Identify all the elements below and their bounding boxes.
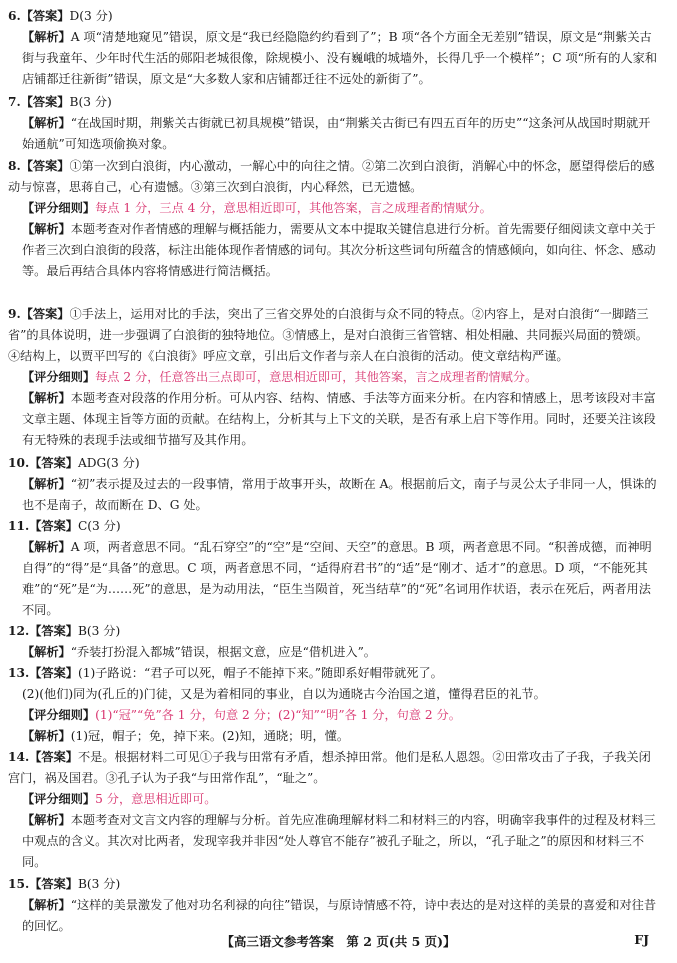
region-code: FJ — [634, 932, 649, 947]
section-tag: 【解析】 — [22, 222, 71, 236]
answer-item-q13 — [8, 663, 660, 747]
question-number: 6. — [8, 9, 21, 23]
question-number: 15. — [8, 877, 30, 891]
question-number: 12. — [8, 624, 30, 638]
answer-item-q15 — [8, 874, 660, 937]
section-tag: 【解析】 — [22, 116, 71, 130]
answer-item-q8 — [8, 156, 660, 282]
answer-line — [8, 874, 660, 895]
answer-item-q10 — [8, 453, 660, 516]
answer-line — [8, 156, 660, 198]
section-tag: 【解析】 — [22, 813, 71, 827]
explanation-line — [8, 810, 660, 873]
answer-line — [8, 663, 660, 684]
scoring-note: 5 分，意思相近即可。 — [95, 792, 217, 806]
explanation-line — [8, 684, 660, 705]
section-tag: 【解析】 — [22, 477, 71, 491]
answer-text: 本题考查对文言文内容的理解与分析。首先应准确理解材料二和材料三的内容，明确宰我事件的过程及材料三中观点的含义。其次对比两者，发现宰我并非因“处人尊官不能存”被孔子耻之，所以，“孔子耻之”的原因和材料三不同。 — [22, 813, 656, 869]
answer-line — [8, 516, 660, 537]
section-tag: 【评分细则】 — [22, 201, 96, 215]
scoring-note: 每点 1 分，三点 4 分，意思相近即可，其他答案，言之成理者酌情赋分。 — [95, 201, 492, 215]
answer-item-q6 — [8, 6, 660, 90]
explanation-line — [8, 219, 660, 282]
section-tag: 【答案】 — [29, 456, 78, 470]
section-tag: 【解析】 — [22, 645, 71, 659]
answer-text: ①手法上，运用对比的手法，突出了三省交界处的白浪街与众不同的特点。②内容上，是对白浪街“一脚踏三省”的具体说明，进一步强调了白浪街的独特地位。③情感上，是对白浪街三省管辖、相处相融、共同振兴局面的赞颂。④结构上，以贾平凹写的《白浪街》呼应文章，引出后文作者与亲人在白浪街的活动。使文章结构严谨。 — [8, 307, 649, 363]
answer-line — [8, 304, 660, 367]
section-tag: 【答案】 — [29, 624, 78, 638]
answer-text: A 项“清楚地窥见”错误，原文是“我已经隐隐约约看到了”；B 项“各个方面全无差别”错误，原文是“荆紫关古街与我童年、少年时代生活的郧阳老城很像，除规模小、没有巍峨的城墙外，长得几乎一个模样”；C 项“所有的人家和店铺都迁往新街”错误，原文是“大多数人家和店铺都迁往不远处的新街了”。 — [22, 30, 658, 86]
section-tag: 【解析】 — [22, 898, 71, 912]
answer-text: “乔装打扮混入都城”错误，根据文意，应是“借机进入”。 — [70, 645, 376, 659]
answer-text: “这样的美景激发了他对功名利禄的向往”错误，与原诗情感不符，诗中表达的是对这样的美景的喜爱和对往昔的回忆。 — [22, 898, 657, 933]
explanation-line — [8, 895, 660, 937]
answer-text: “在战国时期，荆紫关古街就已初具规模”错误，由“荆紫关古街已有四五百年的历史”“这条河从战国时期就开始通航”可知选项偷换对象。 — [22, 116, 651, 151]
explanation-line — [8, 27, 660, 90]
question-number: 13. — [8, 666, 30, 680]
explanation-line — [8, 789, 660, 810]
section-tag: 【答案】 — [20, 95, 70, 109]
answer-text: 本题考查对作者情感的理解与概括能力，需要从文本中提取关键信息进行分析。首先需要仔细阅读文章中关于作者三次到白浪街的段落，标注出能体现作者情感的词句。其次分析这些词句所蕴含的情感倾向，如向往、怀念、感动等。最后再结合具体内容将情感进行简洁概括。 — [22, 222, 656, 278]
answer-text: “初”表示提及过去的一段事情，常用于故事开头，故断在 A。根据前后文，南子与灵公太子非同一人，惧诛的也不是南子，故而断在 D、G 处。 — [22, 477, 657, 512]
answer-item-q14 — [8, 747, 660, 873]
question-number: 14. — [8, 750, 30, 764]
section-tag: 【答案】 — [29, 666, 78, 680]
answer-item-q12 — [8, 621, 660, 663]
question-number: 9. — [8, 307, 21, 321]
answer-text: (2)(他们)同为(孔丘的)门徒，又是为着相同的事业，自以为通晓古今治国之道，懂得君臣的礼节。 — [22, 687, 546, 701]
answer-line — [8, 6, 660, 27]
answer-text: 不是。根据材料二可见①子我与田常有矛盾，想杀掉田常。他们是私人恩怨。②田常攻击了子我，子我关闭宫门，祸及国君。③孔子认为子我“与田常作乱”，“耻之”。 — [8, 750, 651, 785]
explanation-line — [8, 474, 660, 516]
answer-text: (1)冠，帽子；免，掉下来。(2)知，通晓；明，懂。 — [70, 729, 350, 743]
question-number: 7. — [8, 95, 21, 109]
answer-text: B(3 分) — [69, 95, 112, 109]
section-tag: 【答案】 — [20, 307, 70, 321]
section-tag: 【答案】 — [29, 519, 78, 533]
answer-line — [8, 453, 660, 474]
section-tag: 【答案】 — [20, 159, 70, 173]
scoring-note: 每点 2 分，任意答出三点即可，意思相近即可，其他答案，言之成理者酌情赋分。 — [95, 370, 538, 384]
answer-text: ADG(3 分) — [77, 456, 140, 470]
section-tag: 【答案】 — [29, 750, 78, 764]
scoring-note: (1)“冠”“免”各 1 分，句意 2 分；(2)“知”“明”各 1 分，句意 2 分。 — [95, 708, 461, 722]
answer-item-q11 — [8, 516, 660, 621]
answer-line — [8, 92, 660, 113]
answer-text: B(3 分) — [77, 624, 121, 638]
explanation-line — [8, 198, 660, 219]
answer-item-q9 — [8, 304, 660, 451]
explanation-line — [8, 113, 660, 155]
answer-text: (1)子路说：“君子可以死，帽子不能掉下来。”随即系好帽带就死了。 — [77, 666, 443, 680]
answer-text: 本题考查对段落的作用分析。可从内容、结构、情感、手法等方面来分析。在内容和情感上，思考该段对丰富文章主题、体现主旨等方面的贡献。在结构上，分析其与上下文的关联，是否有承上启下等作用。同时，还要关注该段有无特殊的表现手法或细节描写及其作用。 — [22, 391, 656, 447]
section-tag: 【答案】 — [20, 9, 70, 23]
explanation-line — [8, 642, 660, 663]
answer-text: ①第一次到白浪街，内心激动，一解心中的向往之情。②第二次到白浪街，消解心中的怀念，愿望得偿后的感动与惊喜，思蒋自己，心有遗憾。③第三次到白浪街，内心释然，已无遗憾。 — [8, 159, 655, 194]
question-number: 11. — [8, 519, 30, 533]
page-footer: 【高三语文参考答案 第 2 页(共 5 页)】 — [221, 934, 456, 949]
section-tag: 【解析】 — [22, 540, 71, 554]
answer-line — [8, 747, 660, 789]
section-tag: 【评分细则】 — [22, 370, 96, 384]
question-number: 10. — [8, 456, 30, 470]
section-tag: 【答案】 — [29, 877, 78, 891]
explanation-line — [8, 537, 660, 621]
answer-text: C(3 分) — [77, 519, 121, 533]
explanation-line — [8, 726, 660, 747]
section-tag: 【解析】 — [22, 30, 71, 44]
section-tag: 【解析】 — [22, 391, 71, 405]
explanation-line — [8, 367, 660, 388]
section-tag: 【评分细则】 — [22, 792, 96, 806]
question-number: 8. — [8, 159, 21, 173]
explanation-line — [8, 388, 660, 451]
section-tag: 【解析】 — [22, 729, 71, 743]
answer-item-q7 — [8, 92, 660, 155]
section-tag: 【评分细则】 — [22, 708, 96, 722]
answer-text: D(3 分) — [69, 9, 113, 23]
answer-text: B(3 分) — [77, 877, 121, 891]
answer-line — [8, 621, 660, 642]
explanation-line — [8, 705, 660, 726]
answer-text: A 项，两者意思不同。“乱石穿空”的“空”是“空间、天空”的意思。B 项，两者意思不同。“积善成德，而神明自得”的“得”是“具备”的意思。C 项，两者意思不同，“适得府君书”的“适”是“刚才、适才”的意思。D 项，“不能死其难”的“死”是“为……死”的意思，是为动用法，“臣生当陨首，死当结草”的“死”名词用作状语，表示在死后，两者用法不同。 — [22, 540, 652, 617]
